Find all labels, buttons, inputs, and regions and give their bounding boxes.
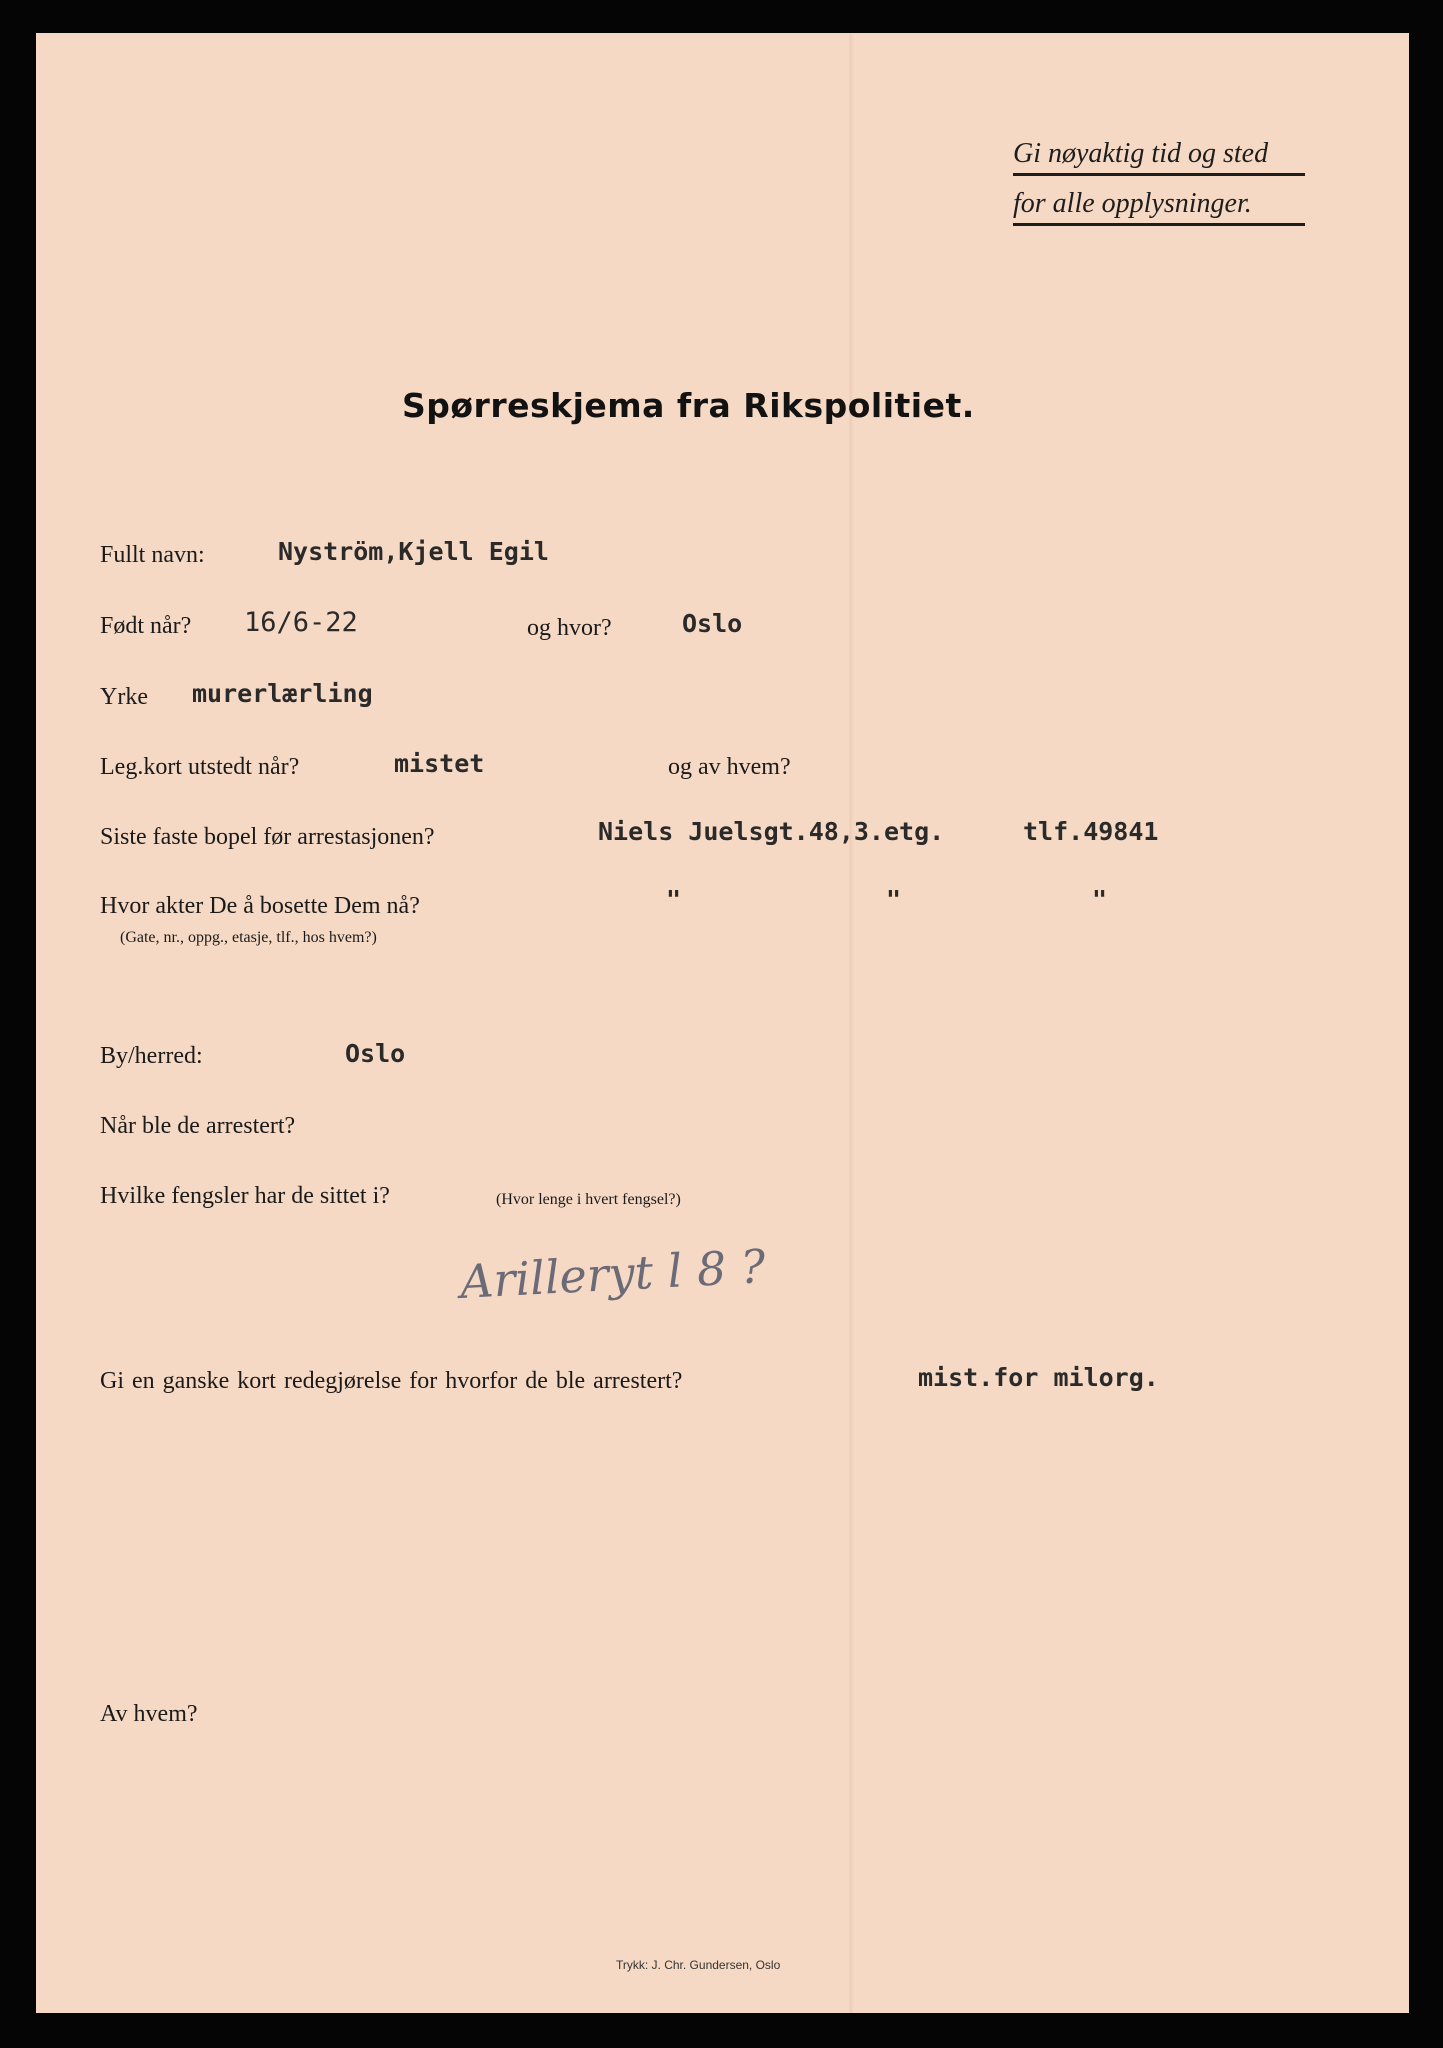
born-where-label: og hvor? bbox=[527, 615, 612, 641]
last-address-value: Niels Juelsgt.48,3.etg. bbox=[598, 817, 945, 846]
printer-footer: Trykk: J. Chr. Gundersen, Oslo bbox=[616, 1958, 781, 1972]
born-where-value: Oslo bbox=[682, 609, 743, 638]
id-card-label: Leg.kort utstedt når? bbox=[100, 754, 300, 780]
ditto-mark-3: " bbox=[1092, 885, 1108, 914]
form-paper bbox=[36, 33, 1409, 2013]
occupation-value: murerlærling bbox=[192, 679, 373, 708]
arrested-when-label: Når ble de arrestert? bbox=[100, 1113, 296, 1139]
name-label: Fullt navn: bbox=[100, 542, 205, 568]
municipality-value: Oslo bbox=[345, 1039, 406, 1068]
by-whom-label: Av hvem? bbox=[100, 1701, 198, 1727]
ditto-mark-2: " bbox=[886, 885, 902, 914]
id-card-value: mistet bbox=[394, 749, 485, 778]
ditto-mark-1: " bbox=[666, 885, 682, 914]
born-label: Født når? bbox=[100, 613, 192, 639]
settle-label: Hvor akter De å bosette Dem nå? bbox=[100, 893, 420, 919]
last-address-label: Siste faste bopel før arrestasjonen? bbox=[100, 824, 435, 850]
prisons-handwritten: Arilleryt l 8 ? bbox=[458, 1239, 767, 1309]
reason-value: mist.for milorg. bbox=[918, 1363, 1159, 1392]
phone-value: tlf.49841 bbox=[1023, 817, 1159, 846]
reason-label: Gi en ganske kort redegjørelse for hvorfor de ble arrestert? bbox=[100, 1368, 683, 1394]
prisons-hint: (Hvor lenge i hvert fengsel?) bbox=[496, 1191, 681, 1208]
form-title: Spørreskjema fra Rikspolitiet. bbox=[402, 386, 975, 425]
prisons-label: Hvilke fengsler har de sittet i? bbox=[100, 1183, 390, 1209]
born-value: 16/6-22 bbox=[244, 607, 358, 638]
id-card-by-label: og av hvem? bbox=[668, 754, 791, 780]
notice-box bbox=[1013, 138, 1305, 238]
notice-line-1: Gi nøyaktig tid og sted bbox=[1013, 138, 1305, 176]
municipality-label: By/herred: bbox=[100, 1043, 203, 1069]
occupation-label: Yrke bbox=[100, 684, 148, 710]
name-value: Nyström,Kjell Egil bbox=[278, 537, 549, 566]
notice-line-2: for alle opplysninger. bbox=[1013, 188, 1305, 226]
settle-hint: (Gate, nr., oppg., etasje, tlf., hos hvem?) bbox=[120, 929, 377, 946]
